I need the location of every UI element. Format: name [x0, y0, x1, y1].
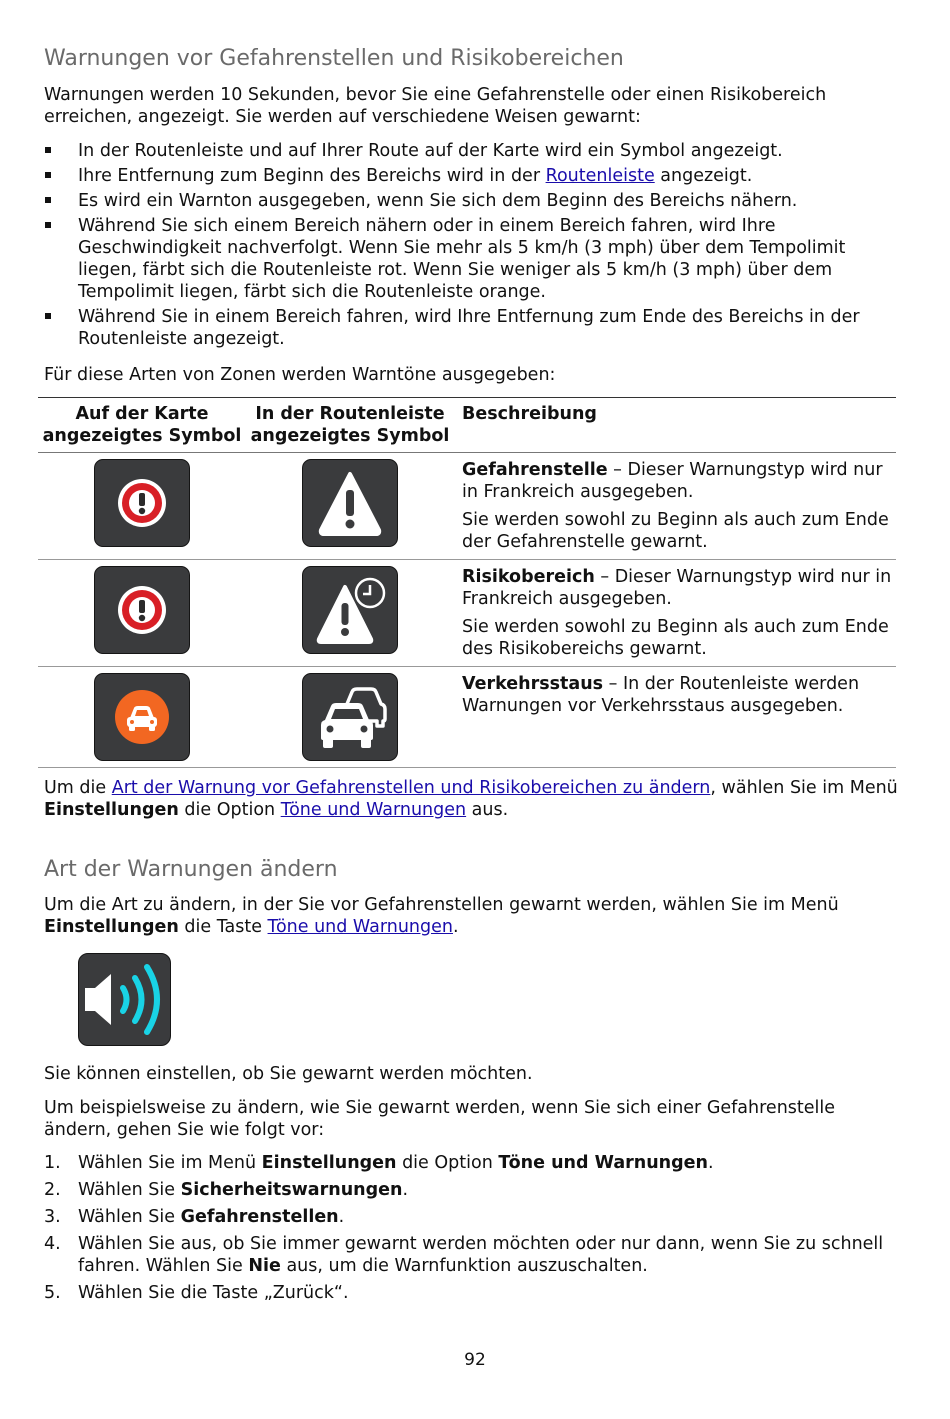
danger-map-icon [94, 459, 190, 547]
warning-triangle-clock-icon [302, 566, 398, 654]
danger-map-icon [94, 566, 190, 654]
list-item: 2. Wählen Sie Sicherheitswarnungen. [44, 1180, 409, 1200]
traffic-jam-map-icon [94, 673, 190, 761]
example-paragraph: Um beispielsweise zu ändern, wie Sie gewarnt werden, wenn Sie sich einer Gefahrenstelle ändern, gehen Sie wie folgt vor: [44, 1098, 836, 1140]
change-warning-paragraph: Um die Art der Warnung vor Gefahrenstellen und Risikobereichen zu ändern, wählen Sie im Menü Einstellungen die Option Töne und Warnungen aus. [44, 778, 898, 820]
page-number: 92 [464, 1350, 486, 1370]
link-sounds-warnings[interactable]: Töne und Warnungen [280, 800, 467, 820]
warning-triangle-icon [302, 459, 398, 547]
list-item: 5. Wählen Sie die Taste „Zurück“. [44, 1283, 349, 1303]
zones-intro: Für diese Arten von Zonen werden Warntöne ausgegeben: [44, 365, 556, 385]
warning-methods-list [44, 140, 904, 353]
zone-types-table [38, 397, 896, 768]
section-heading-warnings: Warnungen vor Gefahrenstellen und Risikobereichen [44, 46, 624, 71]
link-routenleiste[interactable]: Routenleiste [545, 166, 655, 186]
traffic-jam-icon [302, 673, 398, 761]
list-item: Es wird ein Warnton ausgegeben, wenn Sie sich dem Beginn des Bereichs nähern. [44, 190, 904, 212]
section-heading-change-warnings: Art der Warnungen ändern [44, 857, 338, 882]
sound-warnings-icon [78, 953, 171, 1046]
list-item: Während Sie in einem Bereich fahren, wird Ihre Entfernung zum Ende des Bereichs in der Routenleiste angezeigt. [44, 306, 904, 350]
list-item: 4. Wählen Sie aus, ob Sie immer gewarnt werden möchten oder nur dann, wenn Sie zu schnell fahren. Wählen Sie Nie aus, um die Warnfunktion auszuschalten. [44, 1234, 884, 1276]
list-item: Während Sie sich einem Bereich nähern oder in einem Bereich fahren, wird Ihre Geschwindigkeit nachverfolgt. Wenn Sie mehr als 5 km/h (3 mph) über dem Tempolimit liegen, färbt sich die Routenleiste rot. Wenn Sie weniger als 5 km/h (3 mph) über dem Tempolimit liegen, färbt sich die Routenleiste orange. [44, 215, 904, 303]
list-item: Ihre Entfernung zum Beginn des Bereichs wird in der Routenleiste angezeigt. [44, 165, 904, 187]
link-change-warning-type[interactable]: Art der Warnung vor Gefahrenstellen und Risikobereichen zu ändern [111, 778, 711, 798]
term-verkehrsstaus: Verkehrsstaus [462, 674, 604, 694]
col-header-map-symbol: Auf der Karte angezeigtes Symbol [42, 404, 242, 446]
table-row: Gefahrenstelle – Dieser Warnungstyp wird nur in Frankreich ausgegeben. Sie werden sowohl zu Beginn als auch zum Ende der Gefahrenstelle gewarnt. [38, 453, 896, 560]
col-header-description: Beschreibung [462, 404, 597, 424]
can-set-paragraph: Sie können einstellen, ob Sie gewarnt werden möchten. [44, 1064, 533, 1084]
intro-paragraph: Warnungen werden 10 Sekunden, bevor Sie eine Gefahrenstelle oder einen Risikobereich erreichen, angezeigt. Sie werden auf verschiedene Weisen gewarnt: [44, 85, 827, 127]
table-row: Verkehrsstaus – In der Routenleiste werden Warnungen vor Verkehrsstaus ausgegeben. [38, 667, 896, 768]
change-type-paragraph: Um die Art zu ändern, in der Sie vor Gefahrenstellen gewarnt werden, wählen Sie im Menü Einstellungen die Taste Töne und Warnungen. [44, 895, 839, 937]
link-sounds-warnings-2[interactable]: Töne und Warnungen [267, 917, 453, 937]
table-row: Risikobereich – Dieser Warnungstyp wird nur in Frankreich ausgegeben. Sie werden sowohl zu Beginn als auch zum Ende des Risikobereichs gewarnt. [38, 560, 896, 667]
list-item: In der Routenleiste und auf Ihrer Route auf der Karte wird ein Symbol angezeigt. [44, 140, 904, 162]
term-gefahrenstelle: Gefahrenstelle [462, 460, 608, 480]
col-header-bar-symbol: In der Routenleiste angezeigtes Symbol [250, 404, 450, 446]
table-header-row [38, 398, 896, 453]
list-item: 1. Wählen Sie im Menü Einstellungen die Option Töne und Warnungen. [44, 1153, 714, 1173]
term-risikobereich: Risikobereich [462, 567, 595, 587]
steps-list [44, 1152, 904, 1309]
list-item: 3. Wählen Sie Gefahrenstellen. [44, 1207, 345, 1227]
